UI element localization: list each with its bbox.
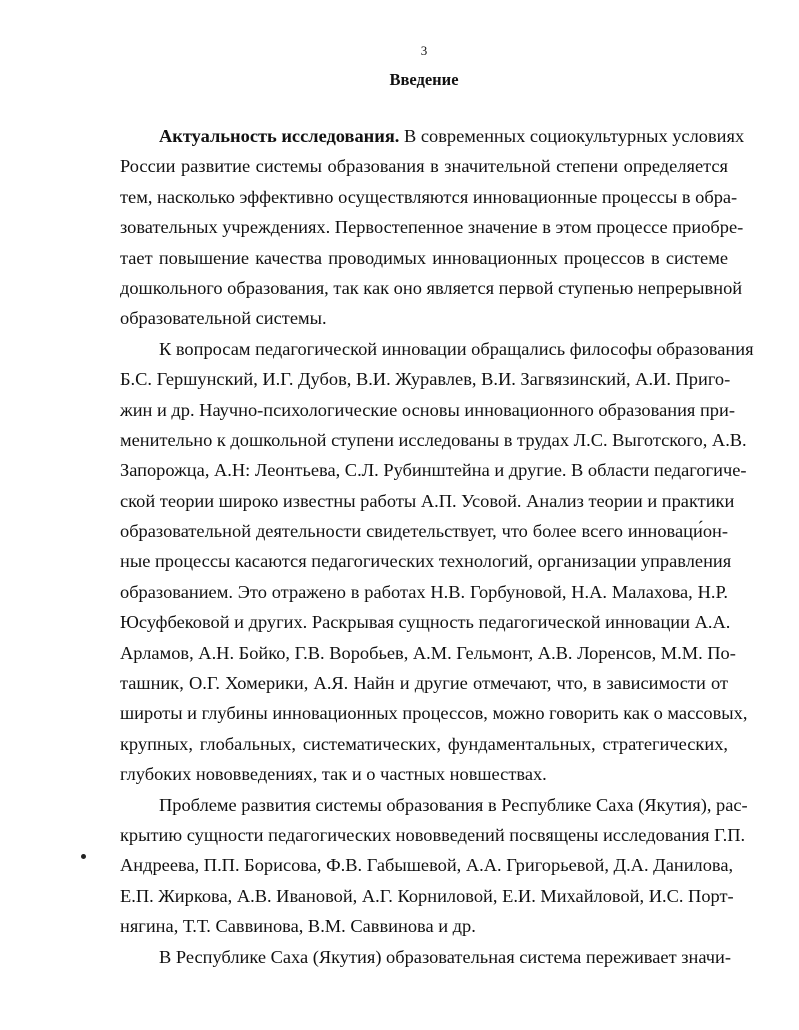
text-line: широты и глубины инновационных процессов, можно говорить как о массовых, [120,703,748,724]
text-line: крупных, глобальных, систематических, фундаментальных, стратегических, [120,733,728,754]
lead-phrase: Актуальность исследования. [159,126,400,146]
text-line: ской теории широко известны работы А.П. Усовой. Анализ теории и практики [120,490,735,511]
scan-dot-mark [81,854,86,859]
text-line [120,121,745,151]
page-number: 3 [420,43,428,58]
text-line: России развитие системы образования в значительной степени определяется [120,156,728,177]
text-line: нягина, Т.Т. Саввинова, В.М. Саввинова и др. [120,916,476,937]
text-line: образованием. Это отражено в работах Н.В. Горбуновой, Н.А. Малахова, Н.Р. [120,581,728,602]
text-line: ные процессы касаются педагогических технологий, организации управления [120,551,732,572]
text-line: Е.П. Жиркова, А.В. Ивановой, А.Г. Корниловой, Е.И. Михайловой, И.С. Порт- [120,885,734,906]
section-heading: Введение [389,70,459,89]
text-line: образовательной системы. [120,308,327,329]
text-line: крытию сущности педагогических нововведений посвящены исследования Г.П. [120,824,746,845]
body-text [120,121,754,972]
text-line: дошкольного образования, так как оно является первой ступенью непрерывной [120,277,743,298]
text-line-content: В современных социокультурных условиях [399,126,745,146]
text-line: менительно к дошкольной ступени исследованы в трудах Л.С. Выготского, А.В. [120,429,747,450]
text-line: ташник, О.Г. Хомерики, А.Я. Найн и другие отмечают, что, в зависимости от [120,673,728,694]
text-line: тем, насколько эффективно осуществляются инновационные процессы в обра- [120,186,738,207]
text-line: Б.С. Гершунский, И.Г. Дубов, В.И. Журавлев, В.И. Загвязинский, А.И. Приго- [120,369,731,390]
text-line: образовательной деятельности свидетельствует, что более всего инноваци́он- [120,521,728,542]
text-line: К вопросам педагогической инновации обращались философы образования [159,338,754,359]
text-line: Андреева, П.П. Борисова, Ф.В. Габышевой, А.А. Григорьевой, Д.А. Данилова, [120,855,734,876]
text-line: тает повышение качества проводимых инновационных процессов в системе [120,247,728,268]
text-line: Проблеме развития системы образования в Республике Саха (Якутия), рас- [159,794,748,815]
text-line: В Республике Саха (Якутия) образовательная система переживает значи- [159,946,731,967]
text-line: Юсуфбековой и других. Раскрывая сущность педагогической инновации А.А. [120,612,731,633]
text-line: глубоких нововведениях, так и о частных новшествах. [120,764,547,785]
text-line: Запорожца, А.Н: Леонтьева, С.Л. Рубинштейна и другие. В области педагогиче- [120,460,747,481]
text-line: Арламов, А.Н. Бойко, Г.В. Воробьев, А.М. Гельмонт, А.В. Лоренсов, М.М. По- [120,642,736,663]
text-line: зовательных учреждениях. Первостепенное значение в этом процессе приобре- [120,217,744,238]
text-line: жин и др. Научно-психологические основы инновационного образования при- [120,399,735,420]
